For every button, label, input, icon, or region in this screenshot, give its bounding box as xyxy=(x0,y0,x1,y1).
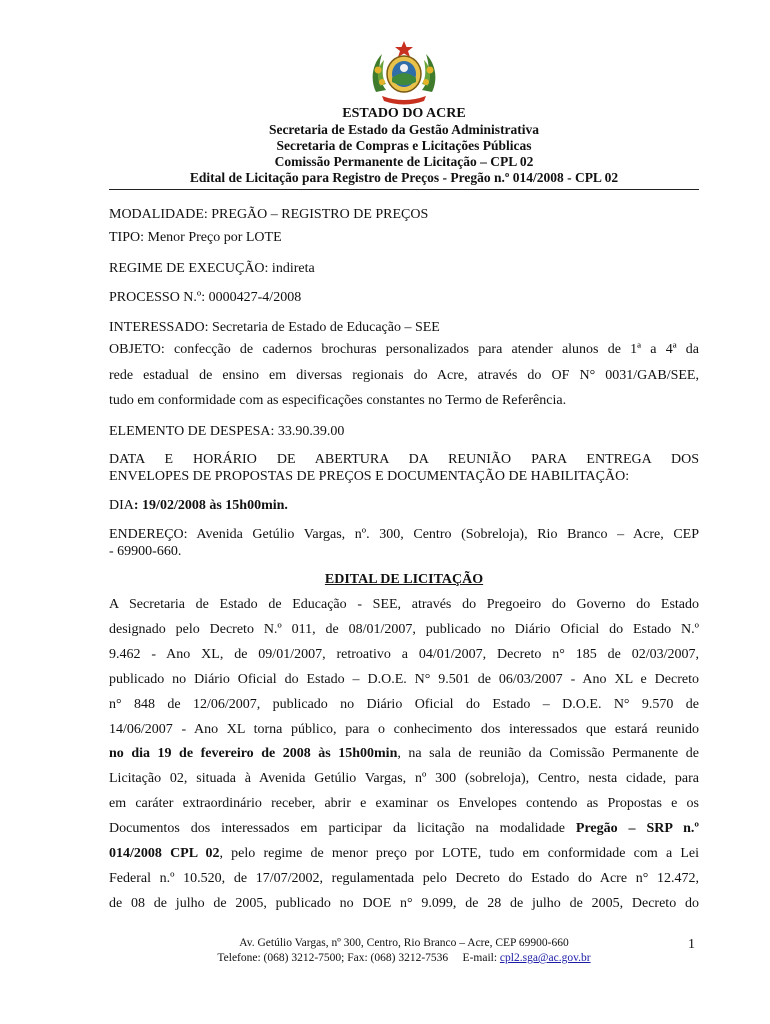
page-footer xyxy=(109,936,699,966)
paragraph-line-13: de 08 de julho de 2005, publicado no DOE n° 9.099, de 28 de julho de 2005, Decreto do xyxy=(109,896,699,911)
dia-label: DIA xyxy=(109,498,134,513)
paragraph-line-4: publicado no Diário Oficial do Estado – D.O.E. N° 9.501 de 06/03/2007 - Ano XL e Decreto xyxy=(109,672,699,687)
paragraph-line-12: Federal n.º 10.520, de 17/07/2002, regulamentada pelo Decreto do Estado do Acre n° 12.472, xyxy=(109,871,699,886)
objeto-line-3: tudo em conformidade com as especificações constantes no Termo de Referência. xyxy=(109,393,567,408)
comissao-title: Comissão Permanente de Licitação – CPL 02 xyxy=(274,154,534,169)
section-title-text: EDITAL DE LICITAÇÃO xyxy=(324,572,484,587)
email-link[interactable]: cpl2.sga@ac.gov.br xyxy=(499,952,591,964)
paragraph-line-10 xyxy=(109,821,699,837)
pregao-number-bold: 014/2008 CPL 02 xyxy=(109,846,220,861)
objeto-line-1: OBJETO: confecção de cadernos brochuras personalizados para atender alunos de 1ª a 4ª da xyxy=(109,342,699,357)
edital-title: Edital de Licitação para Registro de Preços - Pregão n.º 014/2008 - CPL 02 xyxy=(189,170,619,185)
state-name: ESTADO DO ACRE xyxy=(342,106,466,121)
paragraph-line-9: em caráter extraordinário receber, abrir e examinar os Envelopes contendo as Propostas e os xyxy=(109,796,699,811)
paragraph-line-2: designado pelo Decreto N.º 011, de 08/01/2007, publicado no Diário Oficial do Estado N.º xyxy=(109,622,699,637)
document-header xyxy=(109,106,699,186)
meeting-date-bold: no dia 19 de fevereiro de 2008 às 15h00min xyxy=(109,746,398,761)
paragraph-line-3: 9.462 - Ano XL, de 09/01/2007, retroativo a 04/01/2007, Decreto n° 185 de 02/03/2007, xyxy=(109,647,699,662)
dia-value: : 19/02/2008 às 15h00min. xyxy=(133,498,288,513)
interessado-field: INTERESSADO: Secretaria de Estado de Educação – SEE xyxy=(109,320,440,335)
processo-field: PROCESSO N.º: 0000427-4/2008 xyxy=(109,290,302,305)
dia-field xyxy=(109,498,699,514)
paragraph-line-8: Licitação 02, situada à Avenida Getúlio Vargas, nº 300 (sobreloja), Centro, nesta cidade, para xyxy=(109,771,699,786)
footer-phones: Telefone: (068) 3212-7500; Fax: (068) 3212-7536 E-mail: xyxy=(217,952,500,964)
endereco-line-1: ENDEREÇO: Avenida Getúlio Vargas, nº. 300, Centro (Sobreloja), Rio Branco – Acre, CEP xyxy=(109,527,699,542)
footer-contacts xyxy=(109,951,699,966)
section-title xyxy=(109,572,699,588)
paragraph-line-7-rest: , na sala de reunião da Comissão Permanente de xyxy=(397,746,699,761)
regime-field: REGIME DE EXECUÇÃO: indireta xyxy=(109,261,315,276)
secretaria-title: Secretaria de Estado da Gestão Administrativa xyxy=(268,122,540,137)
page-number: 1 xyxy=(688,937,695,952)
paragraph-line-5: n° 848 de 12/06/2007, publicado no Diário Oficial do Estado – D.O.E. N° 9.570 de xyxy=(109,697,699,712)
compras-title: Secretaria de Compras e Licitações Públicas xyxy=(276,138,532,153)
elemento-field: ELEMENTO DE DESPESA: 33.90.39.00 xyxy=(109,424,345,439)
data-hora-line-2: ENVELOPES DE PROPOSTAS DE PREÇOS E DOCUMENTAÇÃO DE HABILITAÇÃO: xyxy=(109,469,630,484)
modalidade-bold: Pregão – SRP n.º xyxy=(575,821,699,836)
paragraph-line-11 xyxy=(109,846,699,862)
endereco-line-2: - 69900-660. xyxy=(109,544,182,559)
paragraph-line-11-rest: , pelo regime de menor preço por LOTE, tudo em conformidade com a Lei xyxy=(219,846,699,861)
objeto-line-2: rede estadual de ensino em diversas regionais do Acre, através do OF N° 0031/GAB/SEE, xyxy=(109,368,699,383)
data-hora-line-1: DATA E HORÁRIO DE ABERTURA DA REUNIÃO PARA ENTREGA DOS xyxy=(109,452,699,467)
paragraph-line-6: 14/06/2007 - Ano XL torna público, para o conhecimento dos interessados que estará reunido xyxy=(109,722,699,737)
footer-address: Av. Getúlio Vargas, nº 300, Centro, Rio Branco – Acre, CEP 69900-660 xyxy=(239,937,569,949)
tipo-field: TIPO: Menor Preço por LOTE xyxy=(109,230,282,245)
paragraph-line-1: A Secretaria de Estado de Educação - SEE, através do Pregoeiro do Governo do Estado xyxy=(109,597,699,612)
coat-of-arms-logo xyxy=(368,40,440,106)
paragraph-line-7 xyxy=(109,746,699,762)
modalidade-field: MODALIDADE: PREGÃO – REGISTRO DE PREÇOS xyxy=(109,207,429,222)
paragraph-line-10-text: Documentos dos interessados em participar da licitação na modalidade xyxy=(109,821,576,836)
header-divider xyxy=(109,189,699,190)
